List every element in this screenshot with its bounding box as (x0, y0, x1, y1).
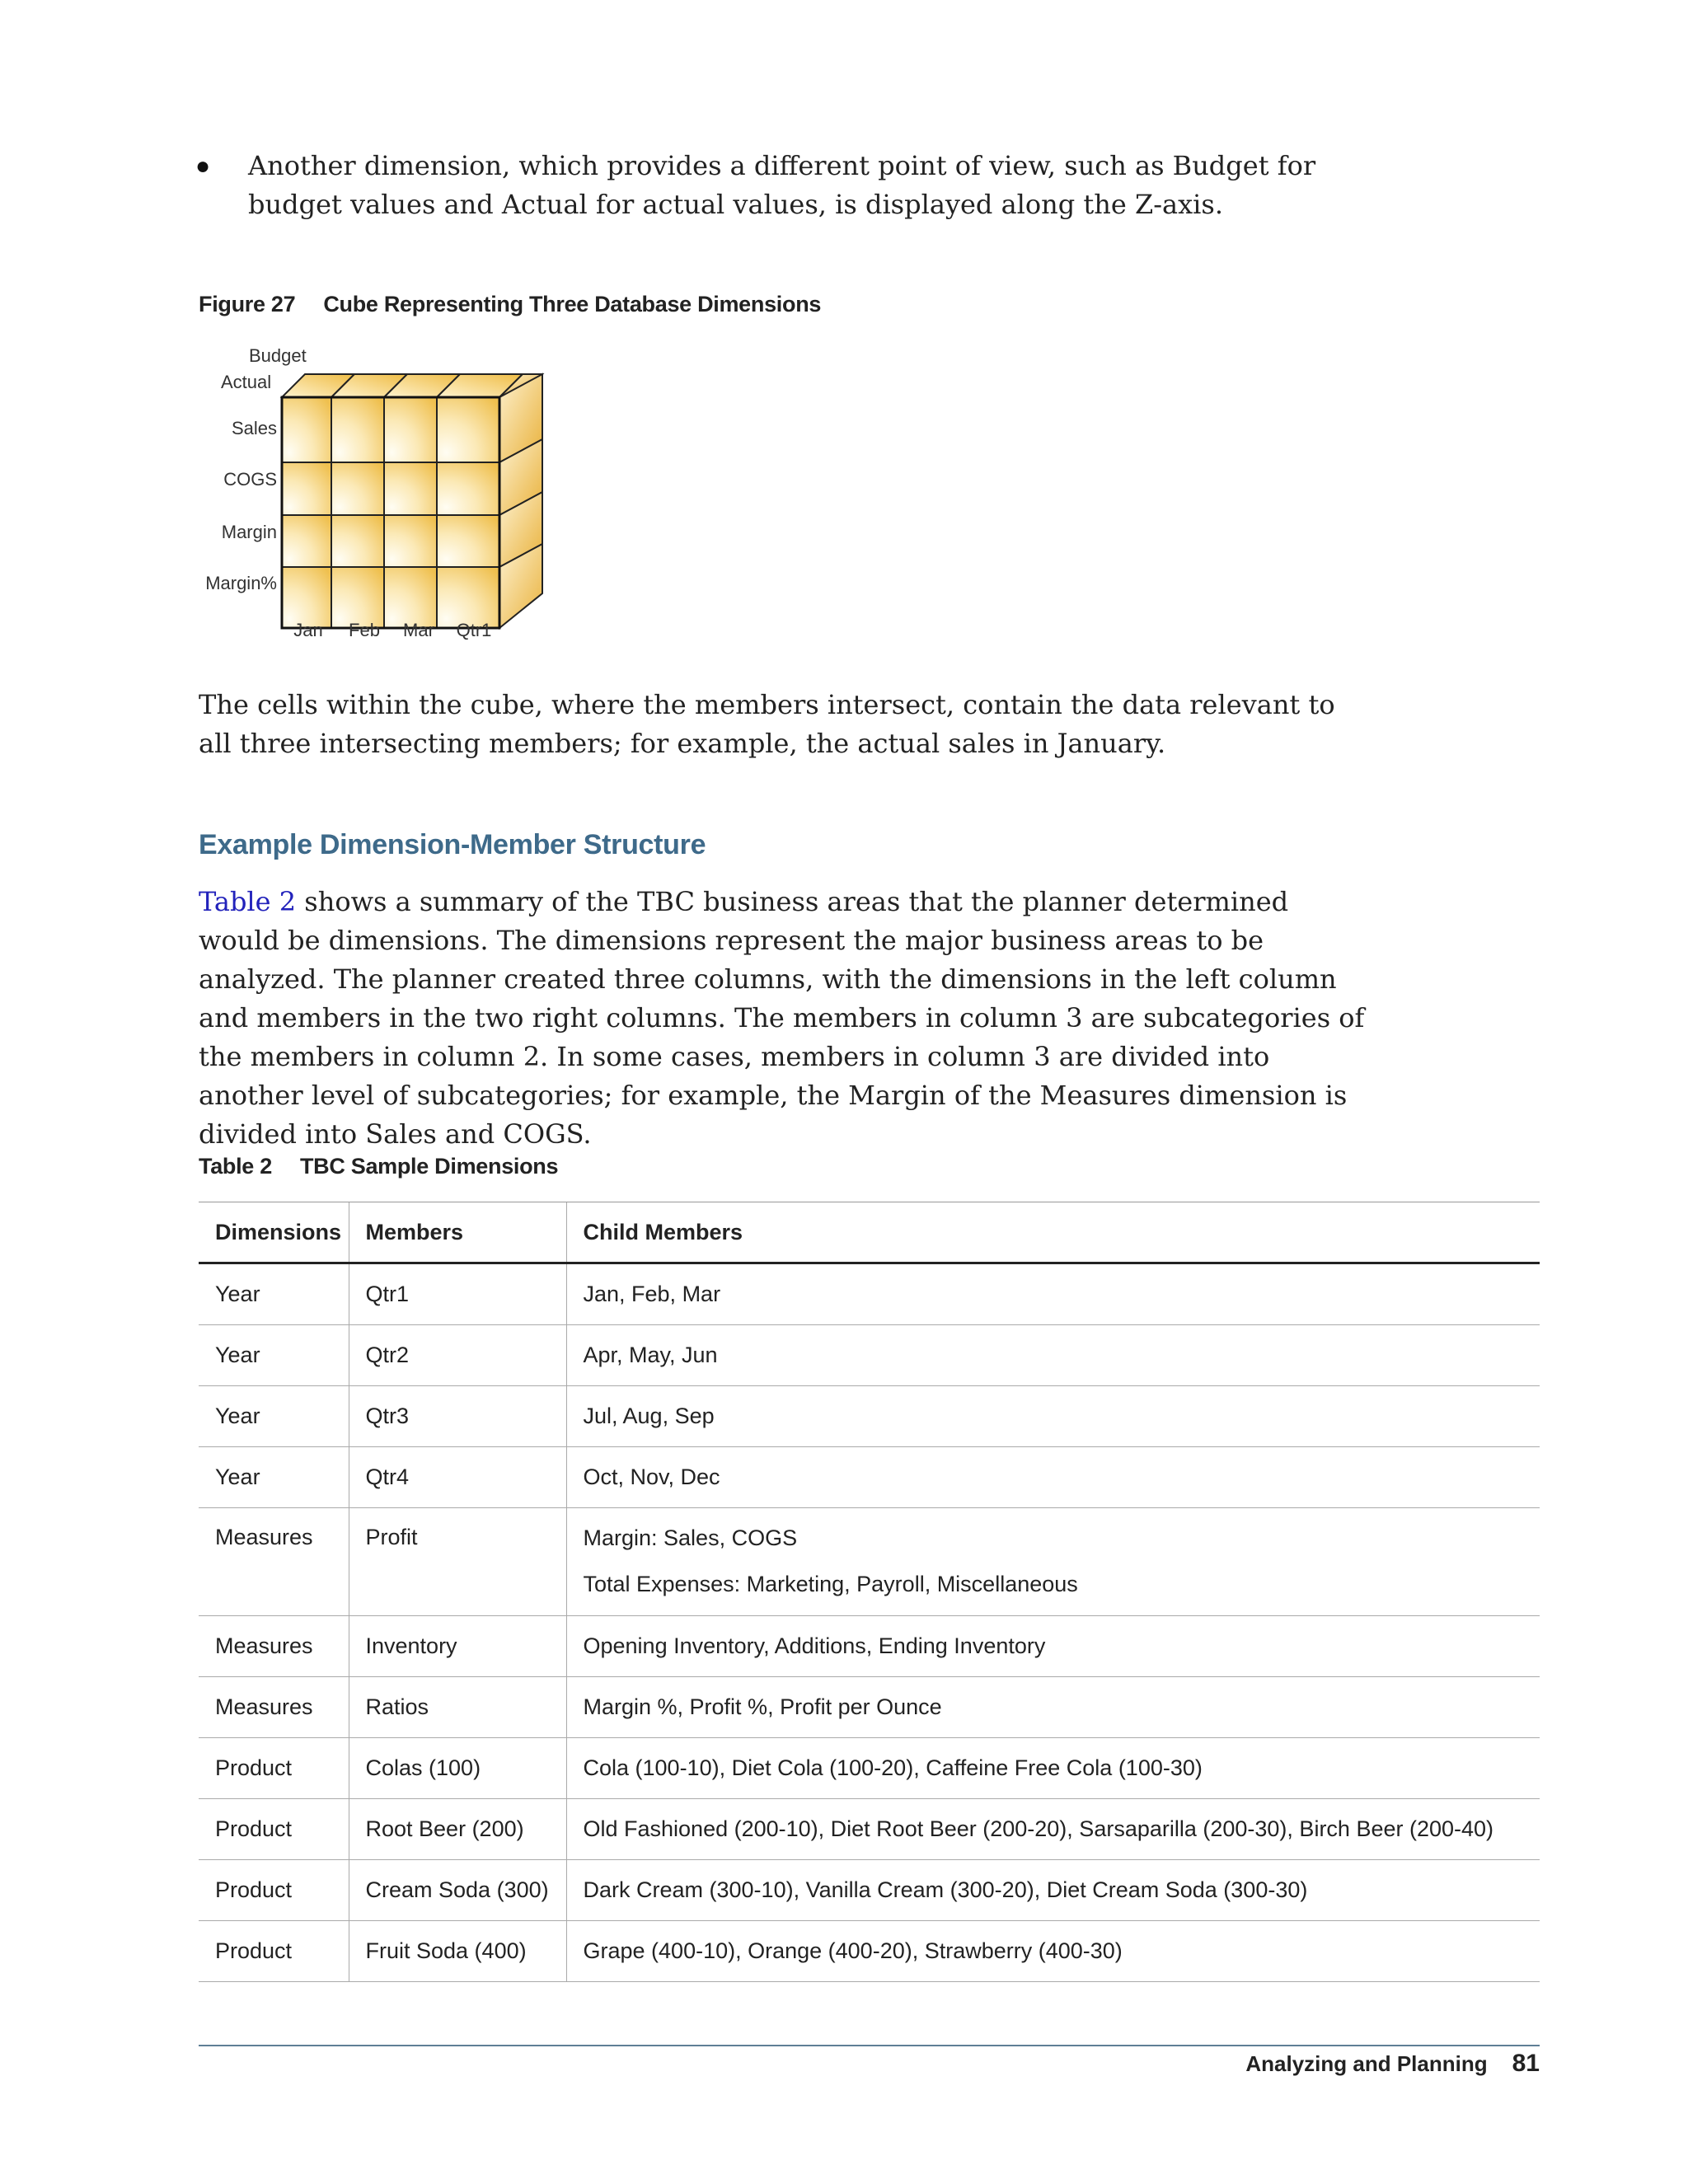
row-label-sales: Sales (231, 418, 277, 438)
paragraph-table-summary-text: shows a summary of the TBC business areas that the planner determined would be dimensions. The dimensions represent the major business areas to be analyzed. The planner created three columns, with the dimensions in the left column and members in the two right columns. The members in column 3 are subcategories of the members in column 2. In some cases, members in column 3 are divided into another level of subcategories; for example, the Margin of the Measures dimension is divided into Sales and COGS. (199, 886, 1365, 1150)
cell-member: Root Beer (200) (349, 1799, 566, 1860)
cell-member: Qtr4 (349, 1447, 566, 1508)
table-number: Table 2 (199, 1154, 272, 1179)
child-line: Total Expenses: Marketing, Payroll, Miscellaneous (583, 1572, 1078, 1596)
paragraph-table-summary (199, 883, 1369, 1154)
cell-children: Opening Inventory, Additions, Ending Inventory (566, 1616, 1540, 1677)
cell-children: Margin %, Profit %, Profit per Ounce (566, 1677, 1540, 1738)
table-row (199, 1738, 1540, 1799)
paragraph-cube-cells: The cells within the cube, where the members intersect, contain the data relevant to all three intersecting members; for example, the actual sales in January. (199, 689, 1335, 759)
cell-children: Oct, Nov, Dec (566, 1447, 1540, 1508)
bullet-item (195, 147, 1349, 224)
bullet-text: Another dimension, which provides a different point of view, such as Budget for budget values and Actual for actual values, is displayed along the Z-axis. (248, 150, 1316, 220)
cell-member: Fruit Soda (400) (349, 1921, 566, 1982)
cube-top-face (282, 374, 523, 397)
cell-dimension: Measures (199, 1677, 349, 1738)
table-caption (199, 1154, 558, 1179)
cell-dimension: Year (199, 1263, 349, 1325)
page-footer (1245, 2050, 1540, 2078)
row-label-margin-pct: Margin% (205, 573, 277, 593)
row-label-cogs: COGS (223, 469, 277, 490)
cell-children: Grape (400-10), Orange (400-20), Strawberry (400-30) (566, 1921, 1540, 1982)
cell-dimension: Measures (199, 1616, 349, 1677)
cell-children: Old Fashioned (200-10), Diet Root Beer (200-20), Sarsaparilla (200-30), Birch Beer (200-40) (566, 1799, 1540, 1860)
table-row (199, 1386, 1540, 1447)
cell-member: Inventory (349, 1616, 566, 1677)
cube-front-face (282, 397, 499, 628)
table-row (199, 1860, 1540, 1921)
z-label-budget: Budget (249, 345, 307, 366)
cell-dimension: Measures (199, 1508, 349, 1616)
dimensions-table (199, 1202, 1540, 1982)
cell-dimension: Year (199, 1447, 349, 1508)
cube-side-face (499, 374, 542, 628)
cell-member: Qtr1 (349, 1263, 566, 1325)
page-number: 81 (1512, 2050, 1540, 2077)
cell-member: Qtr3 (349, 1386, 566, 1447)
cell-children: Jul, Aug, Sep (566, 1386, 1540, 1447)
cell-member: Qtr2 (349, 1325, 566, 1386)
col-label-mar: Mar (403, 620, 434, 640)
table-row (199, 1921, 1540, 1982)
table-row (199, 1616, 1540, 1677)
row-label-margin: Margin (221, 522, 277, 542)
child-line: Margin: Sales, COGS (583, 1526, 798, 1550)
cell-member: Profit (349, 1508, 566, 1616)
table-row (199, 1325, 1540, 1386)
cube-figure (191, 340, 554, 644)
cell-children: Dark Cream (300-10), Vanilla Cream (300-20), Diet Cream Soda (300-30) (566, 1860, 1540, 1921)
footer-section-title: Analyzing and Planning (1245, 2051, 1488, 2076)
cell-dimension: Year (199, 1325, 349, 1386)
figure-number: Figure 27 (199, 292, 296, 316)
cell-children: Cola (100-10), Diet Cola (100-20), Caffeine Free Cola (100-30) (566, 1738, 1540, 1799)
cell-dimension: Product (199, 1860, 349, 1921)
cell-member: Colas (100) (349, 1738, 566, 1799)
col-label-jan: Jan (293, 620, 323, 640)
figure-title: Cube Representing Three Database Dimensions (323, 292, 822, 316)
table-title: TBC Sample Dimensions (299, 1154, 559, 1179)
table-row (199, 1677, 1540, 1738)
cell-dimension: Year (199, 1386, 349, 1447)
table-row (199, 1799, 1540, 1860)
header-members: Members (349, 1202, 566, 1263)
cell-dimension: Product (199, 1738, 349, 1799)
col-label-qtr1: Qtr1 (456, 620, 492, 640)
table-row (199, 1447, 1540, 1508)
figure-caption (199, 292, 821, 317)
section-heading: Example Dimension-Member Structure (199, 829, 706, 860)
header-child-members: Child Members (566, 1202, 1540, 1263)
col-label-feb: Feb (349, 620, 380, 640)
cell-children: Jan, Feb, Mar (566, 1263, 1540, 1325)
cell-dimension: Product (199, 1921, 349, 1982)
table-2-link[interactable]: Table 2 (199, 886, 297, 917)
table-row (199, 1263, 1540, 1325)
table-header-row (199, 1202, 1540, 1263)
table-row (199, 1508, 1540, 1616)
cell-dimension: Product (199, 1799, 349, 1860)
cell-member: Cream Soda (300) (349, 1860, 566, 1921)
cell-member: Ratios (349, 1677, 566, 1738)
header-dimensions: Dimensions (199, 1202, 349, 1263)
footer-rule (199, 2045, 1540, 2046)
cell-children (566, 1508, 1540, 1616)
bullet-dot-icon: ● (195, 152, 211, 180)
z-label-actual: Actual (221, 372, 272, 392)
cell-children: Apr, May, Jun (566, 1325, 1540, 1386)
